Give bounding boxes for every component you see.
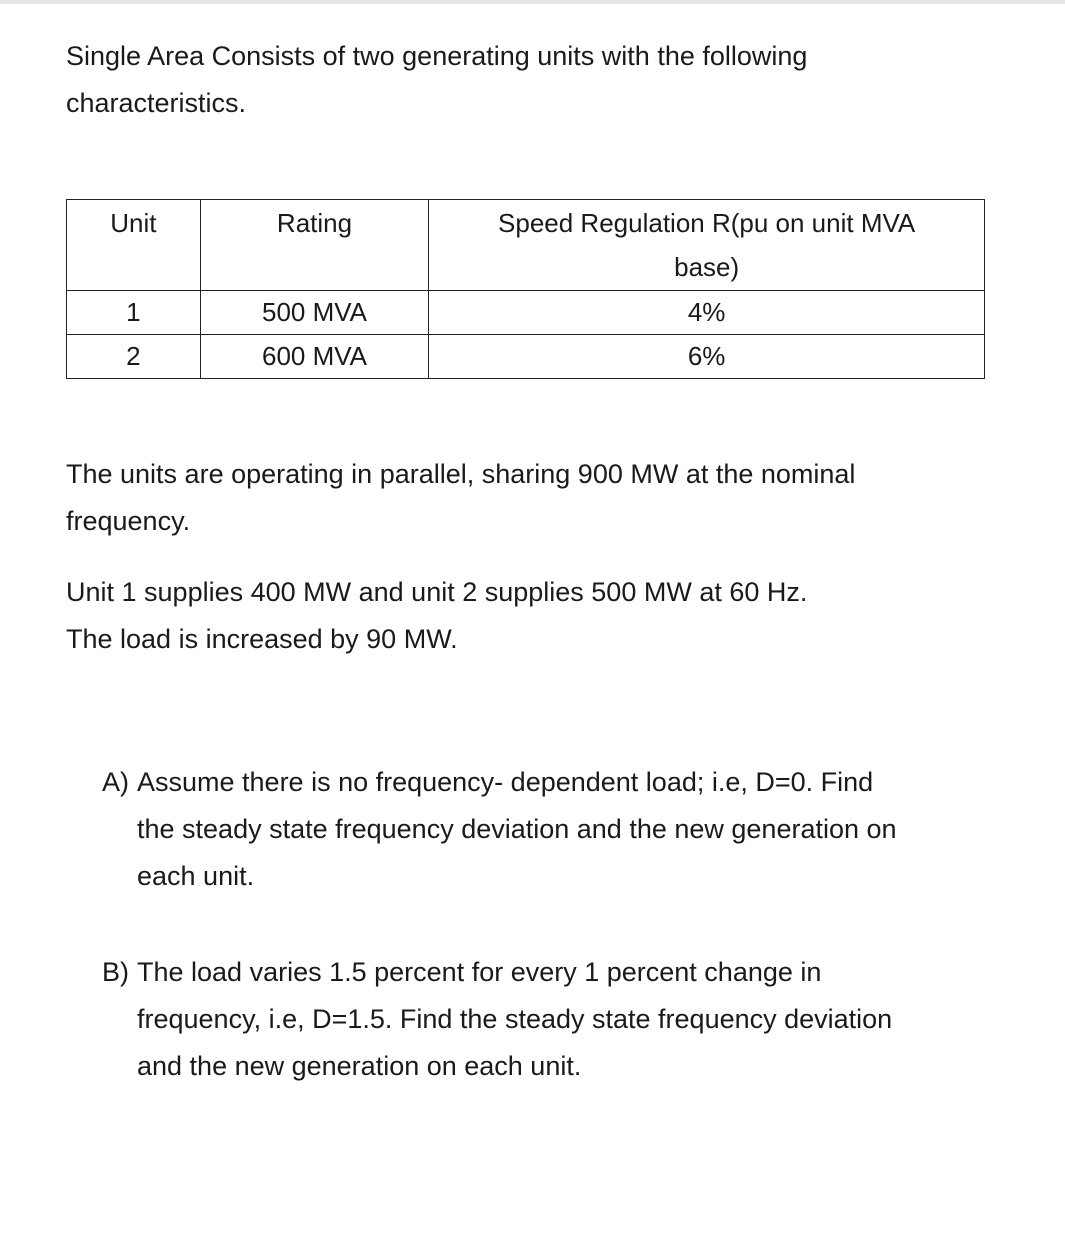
top-divider bbox=[0, 0, 1065, 4]
header-unit: Unit bbox=[67, 200, 201, 291]
question-b bbox=[102, 949, 992, 1090]
question-b-line-3: and the new generation on each unit. bbox=[137, 1051, 582, 1081]
question-b-line-1: The load varies 1.5 percent for every 1 percent change in bbox=[137, 957, 822, 987]
cell-rating: 600 MVA bbox=[200, 335, 429, 379]
cell-regulation: 6% bbox=[429, 335, 985, 379]
question-b-body bbox=[137, 949, 992, 1090]
table-header-row bbox=[67, 200, 985, 291]
generating-units-table bbox=[66, 199, 985, 379]
load-change-paragraph bbox=[66, 569, 996, 663]
paragraph-2-line-1: Unit 1 supplies 400 MW and unit 2 supplies 500 MW at 60 Hz. bbox=[66, 577, 808, 607]
question-a-label: A) bbox=[102, 767, 129, 797]
question-a bbox=[102, 759, 992, 900]
operating-conditions-paragraph bbox=[66, 451, 996, 545]
table-row bbox=[67, 291, 985, 335]
header-speed-regulation-line-2: base) bbox=[674, 252, 740, 282]
header-rating: Rating bbox=[200, 200, 429, 291]
header-speed-regulation-line-1: Speed Regulation R(pu on unit MVA bbox=[498, 208, 916, 238]
table-row bbox=[67, 335, 985, 379]
question-a-line-1: Assume there is no frequency- dependent load; i.e, D=0. Find bbox=[137, 767, 874, 797]
question-b-line-2: frequency, i.e, D=1.5. Find the steady state frequency deviation bbox=[137, 1004, 893, 1034]
cell-rating: 500 MVA bbox=[200, 291, 429, 335]
intro-paragraph bbox=[66, 33, 966, 127]
question-b-label: B) bbox=[102, 957, 129, 987]
paragraph-2-line-2: The load is increased by 90 MW. bbox=[66, 624, 458, 654]
question-a-body bbox=[137, 759, 992, 900]
header-speed-regulation bbox=[429, 200, 985, 291]
intro-line-1: Single Area Consists of two generating units with the following bbox=[66, 41, 808, 71]
question-a-line-3: each unit. bbox=[137, 861, 255, 891]
paragraph-1-line-2: frequency. bbox=[66, 506, 191, 536]
cell-unit: 2 bbox=[67, 335, 201, 379]
question-a-line-2: the steady state frequency deviation and the new generation on bbox=[137, 814, 897, 844]
intro-line-2: characteristics. bbox=[66, 88, 247, 118]
paragraph-1-line-1: The units are operating in parallel, sharing 900 MW at the nominal bbox=[66, 459, 856, 489]
cell-regulation: 4% bbox=[429, 291, 985, 335]
cell-unit: 1 bbox=[67, 291, 201, 335]
